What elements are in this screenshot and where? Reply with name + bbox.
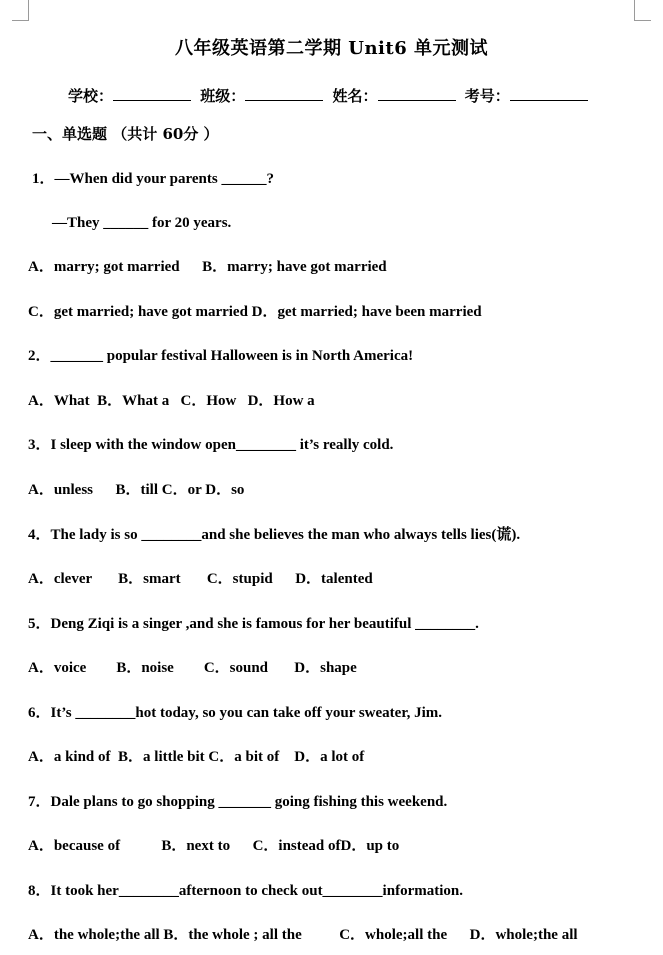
section-heading: 一、单选题 （共计 60分 ）	[32, 125, 219, 143]
crop-mark-right-vertical	[634, 0, 635, 20]
question-3-options: A．unless B．till C．or D．so	[28, 482, 245, 498]
question-2-stem: 2．_______ popular festival Halloween is in North America!	[28, 348, 414, 364]
exam-number-blank	[510, 86, 588, 101]
class-label: 班级：	[200, 87, 246, 105]
crop-mark-right-horizontal	[634, 20, 651, 21]
school-label: 学校：	[68, 87, 114, 105]
question-1-options-ab: A．marry; got married B．marry; have got married	[28, 259, 387, 275]
question-4-options: A．clever B．smart C．stupid D．talented	[28, 571, 373, 587]
question-7-options: A．because of B．next to C．instead ofD．up to	[28, 838, 400, 854]
question-5-stem: 5．Deng Ziqi is a singer ,and she is famous for her beautiful ________.	[28, 616, 479, 632]
question-3-stem: 3．I sleep with the window open________ it’s really cold.	[28, 437, 394, 453]
name-blank	[378, 86, 456, 101]
question-1-options-cd: C．get married; have got married D．get married; have been married	[28, 304, 482, 320]
question-6-options: A．a kind of B．a little bit C．a bit of D．a lot of	[28, 749, 365, 765]
class-blank	[245, 86, 323, 101]
document-title: 八年级英语第二学期 Unit6 单元测试	[175, 38, 488, 59]
exam-number-label: 考号：	[464, 87, 510, 105]
question-2-options: A．What B．What a C．How D．How a	[28, 393, 315, 409]
question-1-response: —They ______ for 20 years.	[52, 215, 232, 231]
question-6-stem: 6．It’s ________hot today, so you can take off your sweater, Jim.	[28, 705, 443, 721]
question-1-stem: 1．—When did your parents ______?	[32, 171, 274, 187]
student-info-row	[68, 85, 592, 106]
question-7-stem: 7．Dale plans to go shopping _______ going fishing this weekend.	[28, 794, 448, 810]
crop-mark-left-horizontal	[12, 20, 29, 21]
question-8-stem: 8．It took her________afternoon to check out________information.	[28, 883, 463, 899]
question-5-options: A．voice B．noise C．sound D．shape	[28, 660, 357, 676]
crop-mark-left-vertical	[28, 0, 29, 20]
name-label: 姓名：	[332, 87, 378, 105]
question-8-options: A．the whole;the all B．the whole ; all the C．whole;all the D．whole;the all	[28, 927, 578, 943]
question-4-stem: 4．The lady is so ________and she believes the man who always tells lies(谎).	[28, 527, 521, 543]
school-blank	[113, 86, 191, 101]
